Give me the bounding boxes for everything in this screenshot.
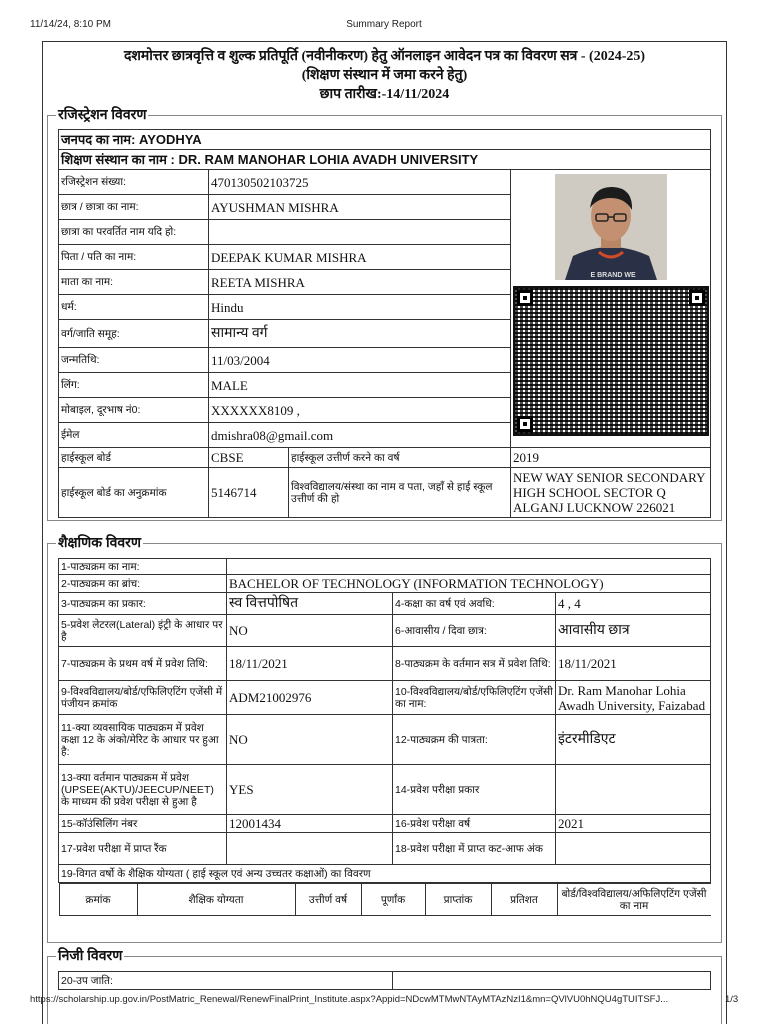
field-value <box>209 220 511 245</box>
field-value <box>556 765 711 815</box>
academic-row <box>59 615 711 647</box>
academic-row <box>59 833 711 865</box>
academic-section <box>47 534 722 943</box>
field-label: रजिस्ट्रेशन संख्या: <box>59 170 209 195</box>
field-value <box>227 833 393 865</box>
field-label: 12-पाठ्यक्रम की पात्रता: <box>393 715 556 765</box>
field-label: 10-विश्वविद्यालय/बोर्ड/एफिलिएटिंग एजेंसी का नाम: <box>393 681 556 715</box>
field-value: 18/11/2021 <box>556 647 711 681</box>
academic-row <box>59 765 711 815</box>
hs-roll-value: 5146714 <box>209 468 289 518</box>
hs-roll-label: हाईस्कूल बोर्ड का अनुक्रमांक <box>59 468 209 518</box>
field-label: वर्ग/जाति समूह: <box>59 320 209 348</box>
academic-row <box>59 715 711 765</box>
field-value: NO <box>227 615 393 647</box>
field-value: Hindu <box>209 295 511 320</box>
qualification-column-header: प्राप्तांक <box>425 884 491 916</box>
hs-board-value: CBSE <box>209 448 289 468</box>
qualification-column-header: पूर्णांक <box>361 884 425 916</box>
registration-section <box>47 106 722 521</box>
qr-finder <box>517 416 533 432</box>
field-label: 3-पाठ्यक्रम का प्रकार: <box>59 593 227 615</box>
hs-school-label: विश्वविद्यालय/संस्था का नाम व पता, जहाँ से हाई स्कूल उत्तीर्ण की हो <box>289 468 511 518</box>
field-label: पिता / पति का नाम: <box>59 245 209 270</box>
academic-row <box>59 593 711 615</box>
report-title: Summary Report <box>346 19 422 30</box>
qualification-table <box>59 883 711 916</box>
course-name-value <box>227 559 711 575</box>
form-title-line3: छाप तारीख:-14/11/2024 <box>319 87 450 102</box>
field-label: छात्र / छात्रा का नाम: <box>59 195 209 220</box>
page-number: 1/3 <box>725 994 739 1005</box>
branch-value: BACHELOR OF TECHNOLOGY (INFORMATION TECHNOLOGY) <box>227 575 711 593</box>
hs-year-value: 2019 <box>511 448 711 468</box>
field-label: मोबाइल, दूरभाष नं0: <box>59 398 209 423</box>
field-value: 11/03/2004 <box>209 348 511 373</box>
field-value: DEEPAK KUMAR MISHRA <box>209 245 511 270</box>
field-value: 18/11/2021 <box>227 647 393 681</box>
field-label: 8-पाठ्यक्रम के वर्तमान सत्र में प्रवेश तिथि: <box>393 647 556 681</box>
field-label: जन्मतिथि: <box>59 348 209 373</box>
field-value <box>556 833 711 865</box>
registration-rows <box>59 170 711 448</box>
academic-row <box>59 647 711 681</box>
qualification-column-header: क्रमांक <box>59 884 137 916</box>
field-value: REETA MISHRA <box>209 270 511 295</box>
form-title-line2: (शिक्षण संस्थान में जमा करने हेतु) <box>301 68 468 83</box>
form-title <box>43 42 726 104</box>
field-label: लिंग: <box>59 373 209 398</box>
field-label: 6-आवासीय / दिवा छात्र: <box>393 615 556 647</box>
field-label: छात्रा का परवर्तित नाम यदि हो: <box>59 220 209 245</box>
district-name: जनपद का नाम: AYODHYA <box>59 130 711 150</box>
registration-row <box>59 170 711 195</box>
field-label: 13-क्या वर्तमान पाठ्यक्रम में प्रवेश (UPSEE(AKTU)/JEECUP/NEET) के माध्यम की प्रवेश परीक्षा से हुआ है <box>59 765 227 815</box>
form-title-line1: दशमोत्तर छात्रवृत्ति व शुल्क प्रतिपूर्ति (नवीनीकरण) हेतु ऑनलाइन आवेदन पत्र का विवरण सत्र - (2024-25) <box>123 49 646 64</box>
field-value: Dr. Ram Manohar Lohia Awadh University, Faizabad <box>556 681 711 715</box>
academic-row <box>59 681 711 715</box>
institution-name: शिक्षण संस्थान का नाम : DR. RAM MANOHAR LOHIA AVADH UNIVERSITY <box>59 150 711 170</box>
field-value: 12001434 <box>227 815 393 833</box>
academic-table <box>58 558 711 916</box>
course-name-label: 1-पाठ्यक्रम का नाम: <box>59 559 227 575</box>
registration-legend: रजिस्ट्रेशन विवरण <box>58 106 147 122</box>
field-value: XXXXXX8109 , <box>209 398 511 423</box>
qualification-column-header: प्रतिशत <box>491 884 557 916</box>
qr-code <box>513 286 709 436</box>
field-value: 4 , 4 <box>556 593 711 615</box>
hs-year-label: हाईस्कूल उत्तीर्ण करने का वर्ष <box>289 448 511 468</box>
field-label: 11-क्या व्यवसायिक पाठ्यक्रम में प्रवेश कक्षा 12 के अंको/मेरिट के आधार पर हुआ है: <box>59 715 227 765</box>
field-label: माता का नाम: <box>59 270 209 295</box>
field-label: 18-प्रवेश परीक्षा में प्राप्त कट-आफ अंक <box>393 833 556 865</box>
field-value: इंटरमीडिएट <box>556 715 711 765</box>
personal-legend: निजी विवरण <box>58 947 123 963</box>
qr-finder <box>689 290 705 306</box>
subcaste-value <box>393 972 711 990</box>
hs-roll-row <box>59 468 711 518</box>
field-value: ADM21002976 <box>227 681 393 715</box>
application-form <box>42 41 727 1024</box>
field-label: 4-कक्षा का वर्ष एवं अवधि: <box>393 593 556 615</box>
field-value: NO <box>227 715 393 765</box>
academic-row <box>59 815 711 833</box>
page-url: https://scholarship.up.gov.in/PostMatric_Renewal/RenewFinalPrint_Institute.aspx?Appid=NDcwMTMwNTAyMTAzNzI1&mn=QVlVU0hNQU4gTUITSFJ... <box>30 994 669 1005</box>
academic-rows <box>59 593 711 865</box>
hs-board-row <box>59 448 711 468</box>
field-label: धर्म: <box>59 295 209 320</box>
field-value: 470130502103725 <box>209 170 511 195</box>
qualification-column-header: उत्तीर्ण वर्ष <box>295 884 361 916</box>
subcaste-label: 20-उप जाति: <box>59 972 393 990</box>
qr-finder <box>517 290 533 306</box>
field-label: 16-प्रवेश परीक्षा वर्ष <box>393 815 556 833</box>
field-value: dmishra08@gmail.com <box>209 423 511 448</box>
hs-board-label: हाईस्कूल बोर्ड <box>59 448 209 468</box>
registration-table <box>58 129 711 518</box>
field-value: AYUSHMAN MISHRA <box>209 195 511 220</box>
field-value: आवासीय छात्र <box>556 615 711 647</box>
field-label: 14-प्रवेश परीक्षा प्रकार <box>393 765 556 815</box>
field-label: 15-कॉउंसिलिंग नंबर <box>59 815 227 833</box>
qualification-header-row <box>59 884 711 916</box>
qualification-column-header: बोर्ड/विश्वविद्यालय/अफिलिएटिंग एजेंसी का नाम <box>557 884 711 916</box>
field-value: YES <box>227 765 393 815</box>
personal-section <box>47 947 722 1024</box>
photo-qr-cell <box>511 170 711 448</box>
field-label: 9-विश्वविद्यालय/बोर्ड/एफिलिएटिंग एजेंसी में पंजीयन क्रमांक <box>59 681 227 715</box>
prev-qualification-title: 19-विगत वर्षो के शैक्षिक योग्यता ( हाई स्कूल एवं अन्य उच्चतर कक्षाओं) का विवरण <box>59 865 711 883</box>
field-value: 2021 <box>556 815 711 833</box>
hs-school-value: NEW WAY SENIOR SECONDARY HIGH SCHOOL SECTOR Q ALGANJ LUCKNOW 226021 <box>511 468 711 518</box>
photo-shirt-text: E BRAND WE <box>590 272 636 279</box>
field-value: स्व वित्तपोषित <box>227 593 393 615</box>
personal-table <box>58 971 711 990</box>
print-datetime: 11/14/24, 8:10 PM <box>30 19 111 30</box>
field-label: ईमेल <box>59 423 209 448</box>
field-label: 5-प्रवेश लेटरल(Lateral) इंट्री के आधार पर है <box>59 615 227 647</box>
qualification-column-header: शैक्षिक योग्यता <box>137 884 295 916</box>
field-label: 17-प्रवेश परीक्षा में प्राप्त रैंक <box>59 833 227 865</box>
academic-legend: शैक्षणिक विवरण <box>58 534 141 550</box>
student-photo <box>555 174 667 280</box>
field-value: MALE <box>209 373 511 398</box>
branch-label: 2-पाठ्यक्रम का ब्रांच: <box>59 575 227 593</box>
field-label: 7-पाठ्यक्रम के प्रथम वर्ष में प्रवेश तिथि: <box>59 647 227 681</box>
field-value: सामान्य वर्ग <box>209 320 511 348</box>
